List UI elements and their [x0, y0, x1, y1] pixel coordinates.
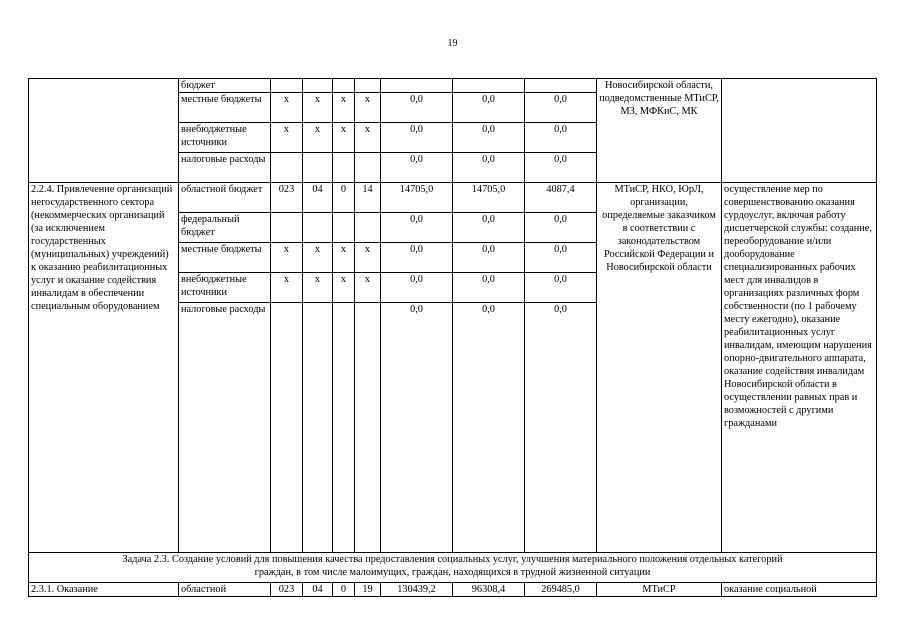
- value-cell: 4087,4: [525, 183, 597, 213]
- code-cell: [303, 153, 333, 183]
- code-cell: [333, 153, 355, 183]
- code-cell: х: [355, 123, 381, 153]
- measure-name-cell: 2.2.4. Привлечение организаций негосударственного сектора (некоммерческих организаций (за исключением государственных (муниципальных) учреждений) к оказанию реабилитационных услуг и оказание содействия инвалидам в обеспечении специальным оборудованием: [29, 183, 179, 553]
- code-cell: 0: [333, 183, 355, 213]
- page-number: 19: [447, 38, 458, 49]
- code-cell: х: [303, 123, 333, 153]
- value-cell: 0,0: [453, 303, 525, 553]
- funding-source: местные бюджеты: [179, 93, 271, 123]
- value-cell: 130439,2: [381, 583, 453, 597]
- funding-source: налоговые расходы: [179, 153, 271, 183]
- value-cell: [525, 79, 597, 93]
- task-heading-line: Задача 2.3. Создание условий для повышения качества предоставления социальных услуг, улучшения материального положения отдельных категорий: [122, 554, 783, 565]
- value-cell: 0,0: [525, 273, 597, 303]
- value-cell: 0,0: [381, 273, 453, 303]
- funding-source: внебюджетные источники: [179, 273, 271, 303]
- result-cell: осуществление мер по совершенствованию оказания сурдоуслуг, включая работу диспетчерской службы: создание, переоборудование и/или дооборудование специализированных рабочих мест для инвалидов в организациях различных форм собственности (по 1 рабочему месту ежегодно), оказание реабилитационных услуг инвалидам, имеющим нарушения опорно-двигательного аппарата, оказание содействия инвалидам Новосибирской области в осуществлении равных прав и возможностей с другими гражданами: [722, 183, 877, 553]
- value-cell: 14705,0: [453, 183, 525, 213]
- value-cell: 0,0: [453, 123, 525, 153]
- value-cell: 0,0: [525, 123, 597, 153]
- executor-cell: МТиСР, НКО, ЮрЛ, организации, определяемые заказчиком в соответствии с законодательством Российской Федерации и Новосибирской области: [597, 183, 722, 553]
- table-row: [29, 79, 877, 93]
- table-row: [29, 583, 877, 597]
- code-cell: [271, 153, 303, 183]
- code-cell: [303, 79, 333, 93]
- value-cell: 0,0: [381, 93, 453, 123]
- value-cell: 0,0: [381, 213, 453, 243]
- value-cell: 0,0: [525, 243, 597, 273]
- code-cell: 19: [355, 583, 381, 597]
- code-cell: [333, 213, 355, 243]
- code-cell: [355, 213, 381, 243]
- measure-name-cell: [29, 79, 179, 183]
- value-cell: 0,0: [381, 243, 453, 273]
- value-cell: 269485,0: [525, 583, 597, 597]
- value-cell: 0,0: [381, 303, 453, 553]
- code-cell: [271, 303, 303, 553]
- value-cell: 0,0: [453, 243, 525, 273]
- code-cell: х: [355, 93, 381, 123]
- code-cell: [271, 79, 303, 93]
- code-cell: [333, 79, 355, 93]
- code-cell: х: [303, 93, 333, 123]
- funding-source: федеральный бюджет: [179, 213, 271, 243]
- result-cell: [722, 79, 877, 183]
- table-row: [29, 183, 877, 213]
- value-cell: 0,0: [453, 93, 525, 123]
- value-cell: 0,0: [525, 153, 597, 183]
- task-heading-row: [29, 553, 877, 583]
- funding-source: областной: [179, 583, 271, 597]
- funding-source: налоговые расходы: [179, 303, 271, 553]
- task-heading: [29, 553, 877, 583]
- value-cell: 14705,0: [381, 183, 453, 213]
- code-cell: х: [271, 273, 303, 303]
- code-cell: [355, 153, 381, 183]
- value-cell: 0,0: [381, 153, 453, 183]
- code-cell: х: [333, 273, 355, 303]
- executor-cell: Новосибирской области, подведомственные МТиСР, МЗ, МФКиС, МК: [597, 79, 722, 183]
- value-cell: 0,0: [453, 213, 525, 243]
- code-cell: 04: [303, 183, 333, 213]
- value-cell: 96308,4: [453, 583, 525, 597]
- code-cell: х: [303, 273, 333, 303]
- code-cell: 023: [271, 583, 303, 597]
- code-cell: х: [271, 123, 303, 153]
- code-cell: х: [303, 243, 333, 273]
- code-cell: [333, 303, 355, 553]
- value-cell: 0,0: [381, 123, 453, 153]
- code-cell: х: [355, 243, 381, 273]
- executor-cell: МТиСР: [597, 583, 722, 597]
- code-cell: х: [333, 123, 355, 153]
- value-cell: 0,0: [525, 213, 597, 243]
- value-cell: 0,0: [525, 303, 597, 553]
- value-cell: 0,0: [453, 153, 525, 183]
- code-cell: [355, 79, 381, 93]
- funding-source: бюджет: [179, 79, 271, 93]
- funding-source: местные бюджеты: [179, 243, 271, 273]
- code-cell: [271, 213, 303, 243]
- code-cell: х: [271, 243, 303, 273]
- value-cell: 0,0: [453, 273, 525, 303]
- result-cell: оказание социальной: [722, 583, 877, 597]
- code-cell: [303, 213, 333, 243]
- funding-source: внебюджетные источники: [179, 123, 271, 153]
- code-cell: 14: [355, 183, 381, 213]
- funding-source: областной бюджет: [179, 183, 271, 213]
- value-cell: [453, 79, 525, 93]
- code-cell: 023: [271, 183, 303, 213]
- code-cell: х: [355, 273, 381, 303]
- code-cell: [355, 303, 381, 553]
- value-cell: [381, 79, 453, 93]
- code-cell: 04: [303, 583, 333, 597]
- program-measures-table: [28, 78, 877, 597]
- code-cell: 0: [333, 583, 355, 597]
- code-cell: х: [333, 93, 355, 123]
- code-cell: х: [271, 93, 303, 123]
- task-heading-line: граждан, в том числе малоимущих, граждан, находящихся в трудной жизненной ситуации: [254, 567, 651, 578]
- code-cell: х: [333, 243, 355, 273]
- code-cell: [303, 303, 333, 553]
- value-cell: 0,0: [525, 93, 597, 123]
- measure-name-cell: 2.3.1. Оказание: [29, 583, 179, 597]
